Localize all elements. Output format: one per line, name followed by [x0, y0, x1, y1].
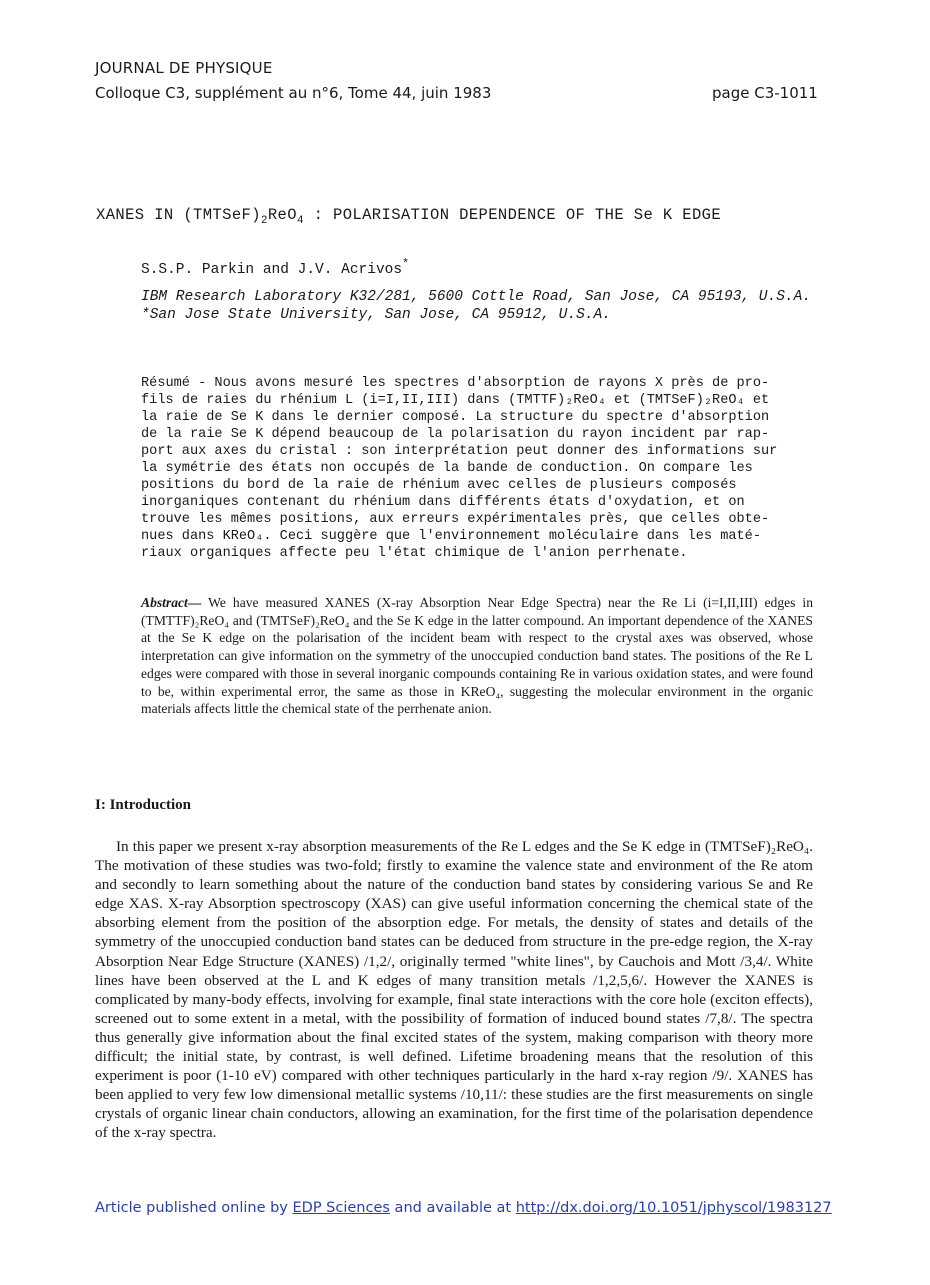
resume-line: la symétrie des états non occupés de la bande de conduction. On compare les — [141, 461, 753, 476]
resume-line: trouve les mêmes positions, aux erreurs expérimentales près, que celles obte- — [141, 512, 770, 527]
colloque-info: Colloque C3, supplément au n°6, Tome 44, juin 1983 — [95, 84, 492, 102]
footer-prefix: Article published online by — [95, 1200, 293, 1216]
section-heading: I: Introduction — [95, 797, 191, 813]
abstract-text: We have measured XANES (X-ray Absorption Near Edge Spectra) near the Re Li (i=I,II,III) edges in (TMTTF)₂ReO₄ and (TMTSeF)₂ReO₄ and the Se K edge in the latter compound. An important dependence of the XANES at the Se K edge on the polarisation of the incident beam with respect to the crystal axes was observed, whose interpretation can give information on the symmetry of the unoccupied conduction band states. The positions of the Re L edges were compared with those in several inorganic compounds containing Re in various oxidation states, and were found to be, within experimental error, the same as those in KReO₄, suggesting the molecular environment in the organic materials affects little the chemical state of the perrhenate anion. — [141, 595, 813, 717]
abstract-block — [141, 594, 813, 718]
page-number: page C3-1011 — [712, 84, 818, 102]
resume-line: Résumé - Nous avons mesuré les spectres d'absorption de rayons X près de pro- — [141, 376, 770, 391]
resume-line: inorganiques contenant du rhénium dans différents états d'oxydation, et on — [141, 495, 745, 510]
publisher-link[interactable]: EDP Sciences — [292, 1200, 390, 1216]
resume-line: nues dans KReO₄. Ceci suggère que l'environnement moléculaire dans les maté- — [141, 529, 761, 544]
introduction-paragraph: In this paper we present x-ray absorption measurements of the Re L edges and the Se K edge in (TMTSeF)₂ReO₄. The motivation of these studies was two-fold; firstly to examine the valence state and environment of the Re atom and secondly to learn something about the nature of the conduction band states by considering various Se and Re edge XAS. X-ray Absorption spectroscopy (XAS) can give useful information concerning the chemical state of the absorbing element from the position of the absorption edge. For metals, the density of states and details of the symmetry of the unoccupied conduction band states can be deduced from structure in the pre-edge region, the X-ray Absorption Near Edge Structure (XANES) /1,2/, originally termed "white lines", by Cauchois and Mott /3,4/. White lines have been observed at the L and K edges of many transition metals /1,2,5,6/. However the XANES is complicated by many-body effects, involving for example, final state interactions with the core hole (exciton effects), screened out to some extent in a metal, with the possibility of formation of induced bound states /7,8/. The spectra thus generally give information about the final excited states of the system, making comparison with theory more difficult; the initial state, by contrast, is well defined. Lifetime broadening means that the resolution of this experiment is poor (1-10 eV) compared with other techniques particularly in the hard x-ray region /9/. XANES has been applied to very few low dimensional metallic systems /10,11/: these studies are the first measurements on single crystals of organic linear chain conductors, allowing an examination, for the first time of the polarisation dependence of the x-ray spectra. — [95, 838, 813, 1142]
doi-link[interactable]: http://dx.doi.org/10.1051/jphyscol/1983127 — [515, 1200, 832, 1216]
resume-line: positions du bord de la raie de rhénium avec celles de plusieurs composés — [141, 478, 737, 493]
journal-name: JOURNAL DE PHYSIQUE — [95, 59, 273, 77]
publication-footer — [95, 1200, 832, 1216]
author-marker: * — [402, 257, 410, 271]
abstract-lead: Abstract— — [141, 595, 202, 610]
title-subscript: 2 — [260, 214, 268, 227]
resume-block — [141, 375, 821, 562]
affiliation-marker: * — [141, 307, 150, 323]
resume-line: fils de raies du rhénium L (i=I,II,III) dans (TMTTF)₂ReO₄ et (TMTSeF)₂ReO₄ et — [141, 393, 770, 408]
introduction-body — [95, 837, 813, 1143]
affiliation-ibm: IBM Research Laboratory K32/281, 5600 Cottle Road, San Jose, CA 95193, U.S.A. — [141, 289, 812, 305]
resume-line: de la raie Se K dépend beaucoup de la polarisation du rayon incident par rap- — [141, 427, 770, 442]
title-part: ReO — [267, 206, 297, 224]
paper-title — [96, 206, 722, 227]
resume-line: la raie de Se K dans le dernier composé. La structure du spectre d'absorption — [141, 410, 770, 425]
author-list — [141, 257, 409, 278]
title-part: XANES IN (TMTSeF) — [96, 206, 261, 224]
title-subscript: 4 — [296, 214, 304, 227]
resume-line: port aux axes du cristal : son interprétation peut donner des informations sur — [141, 444, 778, 459]
resume-line: riaux organiques affecte peu l'état chimique de l'anion perrhenate. — [141, 546, 688, 561]
footer-middle: and available at — [389, 1200, 516, 1216]
affiliation-text: San Jose State University, San Jose, CA 95912, U.S.A. — [149, 307, 611, 323]
title-part: : POLARISATION DEPENDENCE OF THE Se K EDGE — [303, 206, 722, 224]
affiliation-sjsu — [141, 307, 611, 323]
author-names: S.S.P. Parkin and J.V. Acrivos — [141, 261, 403, 278]
